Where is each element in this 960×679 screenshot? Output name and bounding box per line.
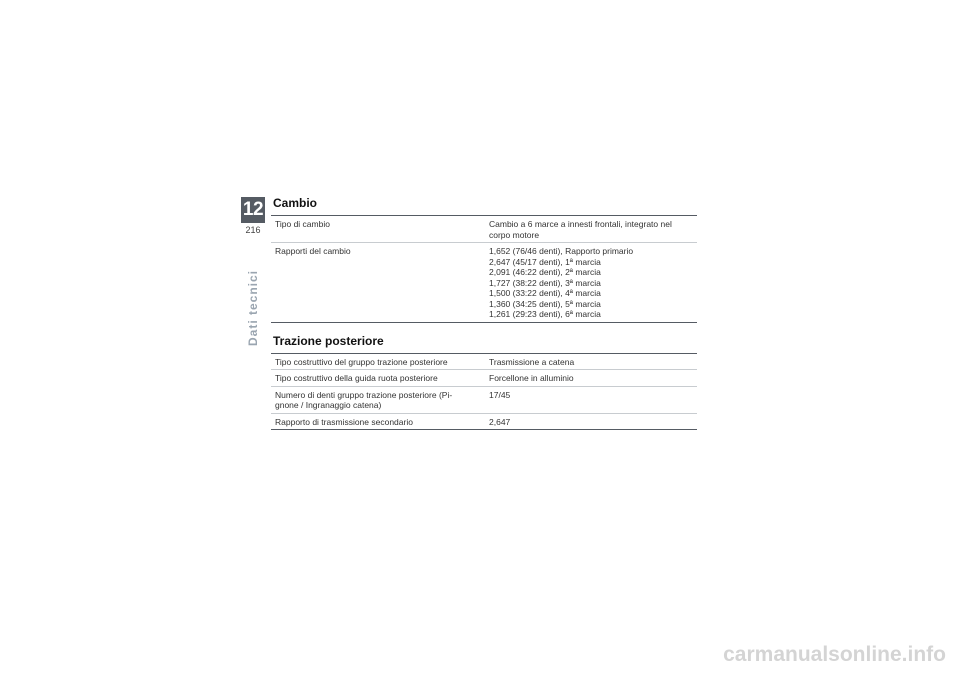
spec-value-line: 2,647 (45/17 denti), 1ª marcia (489, 256, 601, 267)
spec-table-cambio (271, 215, 697, 323)
chapter-label: Dati tecnici (246, 269, 260, 347)
spec-value-line: 1,652 (76/46 denti), Rapporto primario (489, 246, 634, 256)
watermark: carmanualsonline.info (723, 643, 946, 666)
spec-value (485, 370, 697, 387)
spec-label (271, 386, 485, 413)
spec-value-line: 1,360 (34:25 denti), 5ª marcia (489, 298, 601, 309)
table-row (271, 353, 697, 370)
spec-label-line: gnone / Ingranaggio catena) (275, 400, 382, 410)
spec-value-line: Trasmissione a catena (489, 356, 575, 367)
chapter-number: 12 (241, 197, 265, 223)
spec-label: Tipo di cambio (275, 219, 330, 229)
spec-label: Rapporti del cambio (271, 243, 485, 323)
spec-value (485, 386, 697, 413)
spec-label (271, 413, 485, 430)
spec-value-line: 1,500 (33:22 denti), 4ª marcia (489, 288, 601, 298)
spec-value-line: 2,647 (489, 416, 511, 427)
spec-table-trazione (271, 353, 697, 431)
spec-value-line: 1,261 (29:23 denti), 6ª marcia (489, 309, 601, 319)
spec-value-line: 2,091 (46:22 denti), 2ª marcia (489, 267, 601, 277)
spec-value (485, 353, 697, 370)
spec-value (485, 216, 697, 243)
spec-label (271, 353, 485, 370)
spec-value-line: Cambio a 6 marce a innesti frontali, integrato nel (489, 219, 672, 229)
spec-value-line: 1,727 (38:22 denti), 3ª marcia (489, 277, 601, 288)
spec-value-line: Forcellone in alluminio (489, 373, 574, 383)
spec-label-line: Numero di denti gruppo trazione posteriore (Pi- (275, 389, 453, 400)
section-title-trazione: Trazione posteriore (273, 333, 384, 348)
table-row (271, 370, 697, 387)
table-row (271, 243, 697, 323)
page-number: 216 (245, 225, 261, 235)
spec-value-line: 17/45 (489, 389, 511, 400)
table-row (271, 386, 697, 413)
spec-label (271, 370, 485, 387)
section-title-cambio: Cambio (273, 196, 318, 210)
spec-label-line: Tipo costruttivo della guida ruota posteriore (275, 373, 438, 383)
spec-label-line: Rapporto di trasmissione secondario (275, 416, 413, 427)
spec-value-line: corpo motore (489, 229, 540, 240)
table-row (271, 216, 697, 243)
spec-content (271, 197, 697, 430)
spec-value (485, 243, 697, 323)
spec-label-line: Tipo costruttivo del gruppo trazione posteriore (275, 356, 448, 367)
table-row (271, 413, 697, 430)
spec-value (485, 413, 697, 430)
